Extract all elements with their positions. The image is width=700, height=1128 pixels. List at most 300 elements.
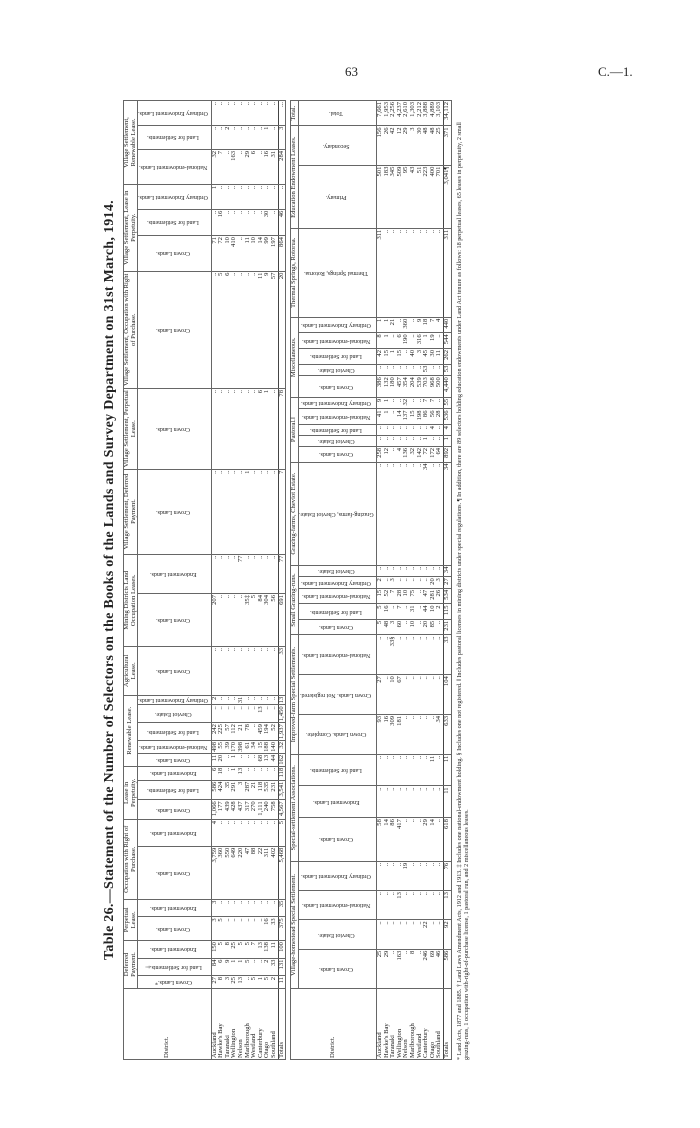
table-cell: .. [430, 565, 437, 577]
table-cell: .. [397, 228, 404, 317]
totals-cell: 32 [278, 740, 286, 753]
table-cell: .. [231, 388, 238, 469]
table-cell: 28 [436, 409, 443, 425]
table-cell: 25 [376, 949, 383, 988]
column-header-label: Grazing-farms, Cheviot Estate. [298, 510, 374, 517]
column-header-label: Ordinary Endowment Lands. [301, 322, 371, 329]
table-cell: 26 [384, 126, 391, 165]
column-header [298, 604, 376, 619]
column-header [138, 976, 211, 989]
table-cell: 3,103 [436, 101, 443, 126]
table-cell: 163 [231, 149, 238, 184]
table-cell: 137 [403, 409, 410, 425]
table-cell: 291 [231, 780, 238, 800]
group-header: Education Endowment Leases. [291, 126, 299, 228]
table-cell: .. [271, 125, 278, 149]
table-row [251, 101, 258, 1060]
table-cell: .. [211, 388, 218, 469]
district-name: Southland [271, 989, 278, 1060]
table-cell: 21 [238, 723, 245, 741]
table-cell: .. [390, 364, 397, 376]
table-cell: .. [238, 271, 245, 388]
district-name: Westland [417, 989, 424, 1060]
column-header [138, 695, 211, 705]
table-cell: .. [410, 754, 417, 786]
column-header [298, 397, 376, 409]
table-cell: 15 [376, 588, 383, 604]
table-cell: 170 [230, 741, 238, 752]
column-header-label: Crown Lands. Not registered. [300, 691, 372, 698]
group-header: Village-homestead Special Settlement. [291, 861, 299, 988]
column-header-label: Crown Lands. [319, 624, 354, 631]
table-cell: .. [245, 101, 252, 126]
table-cell: .. [397, 462, 404, 565]
table-cell: 34 [251, 740, 258, 753]
table-cell: .. [238, 819, 245, 846]
totals-cell: 375 [278, 917, 286, 941]
table-cell: .. [423, 675, 430, 715]
table-cell: .. [264, 766, 271, 780]
table-cell: .. [245, 705, 252, 723]
table-cell: .. [436, 436, 443, 447]
table-cell: 198 [417, 409, 424, 425]
table-cell: .. [417, 891, 424, 920]
table-cell: .. [225, 593, 232, 646]
table-cell: .. [211, 125, 218, 149]
table-cell: .. [251, 125, 258, 149]
table-cell: 46 [436, 949, 443, 988]
table-cell: .. [390, 425, 397, 436]
column-header-label: Endowment Lands. [312, 798, 360, 805]
table-cell: .. [245, 646, 252, 695]
table-cell: .. [245, 695, 252, 705]
table-cell: .. [403, 462, 410, 565]
table-cell: .. [390, 786, 397, 818]
column-header-label: Land for Settlements. [147, 219, 200, 226]
table-cell: .. [390, 436, 397, 447]
totals-cell: 3,041¶ [443, 165, 451, 228]
table-cell: 55 [218, 740, 225, 753]
column-header-label: Crown Lands. [156, 925, 191, 932]
table-cell: 45 [423, 348, 430, 364]
table-cell: .. [417, 754, 424, 786]
district-name: Southland [436, 989, 443, 1060]
table-cell: .. [423, 891, 430, 920]
table-cell: .. [218, 695, 225, 705]
table-cell: .. [436, 462, 443, 565]
table-cell: .. [436, 635, 443, 675]
table-cell: 5 [238, 941, 245, 959]
column-header [138, 753, 211, 766]
table-cell: 1,066 [211, 800, 218, 820]
table-cell: .. [430, 786, 437, 818]
table-cell: 41 [376, 409, 383, 425]
table-cell: .. [225, 469, 232, 554]
table-cell: 13 [397, 891, 404, 920]
totals-cell: 35 [278, 899, 286, 917]
table-cell: 30 [430, 348, 437, 364]
column-header [298, 818, 376, 862]
table-cell: .. [218, 646, 225, 695]
table-cell: .. [218, 899, 225, 917]
column-header-label: Ordinary Endowment Lands. [138, 193, 209, 200]
column-header [298, 409, 376, 425]
table-cell: .. [410, 364, 417, 376]
table-cell: .. [245, 554, 252, 593]
table-cell: .. [397, 317, 404, 333]
column-header-label: Secondary. [322, 142, 350, 149]
table-cell: 3 [225, 976, 232, 989]
table-cell: 2 [211, 695, 218, 705]
table-cell: .. [384, 228, 391, 317]
table-cell: .. [271, 469, 278, 554]
table-cell: 25 [231, 976, 238, 989]
totals-cell: 311 [443, 228, 451, 317]
table-cell: .. [436, 920, 443, 949]
table-cell: .. [384, 754, 391, 786]
table-cell: .. [218, 125, 225, 149]
column-header [138, 846, 211, 899]
table-cell: .. [238, 753, 245, 766]
table-cell: 4 [430, 425, 437, 436]
column-header-label: Crown Lands. [156, 616, 191, 623]
table-cell: 3 [390, 619, 397, 635]
table-cell: .. [231, 695, 238, 705]
table-cell: 20 [430, 577, 437, 589]
column-header [138, 388, 211, 469]
group-header: Lease in Perpetuity. [124, 766, 138, 819]
table-cell: .. [410, 861, 417, 890]
table-cell: 31 [236, 696, 244, 704]
column-header-row [138, 101, 211, 1060]
table-cell: 26 [436, 588, 443, 604]
table-cell: .. [376, 425, 383, 436]
table-cell: .. [376, 920, 383, 949]
table-cell: .. [384, 436, 391, 447]
table-cell: 4 [436, 317, 443, 333]
totals-cell: 7 [278, 469, 286, 554]
group-header: Village Settlement, Lease in Perpetuity. [124, 184, 138, 271]
table-cell: .. [436, 675, 443, 715]
table-cell: .. [390, 604, 397, 619]
table-cell: .. [231, 184, 238, 209]
column-header [298, 786, 376, 818]
table-cell: .. [251, 753, 258, 766]
table-cell: 316 [417, 333, 424, 349]
table-cell: 11 [430, 754, 437, 786]
totals-cell: 586 [443, 949, 451, 988]
table-cell: .. [245, 125, 252, 149]
table-cell: 156 [376, 126, 383, 165]
table-cell: 30 [417, 126, 424, 165]
table-cell: .. [410, 714, 417, 754]
totals-cell: 55 [443, 397, 451, 409]
column-header-label: National-endowment Lands. [138, 743, 208, 750]
column-header [298, 101, 376, 126]
column-header-label: Crown Lands. [319, 836, 354, 843]
column-header [298, 754, 376, 786]
totals-cell: 34 [443, 565, 451, 577]
table-cell: 53 [423, 364, 430, 376]
column-header-label: National-endowment Lands. [301, 593, 371, 600]
column-header [298, 635, 376, 675]
table-cell: 428 [231, 800, 238, 820]
table-cell: 14 [430, 818, 437, 862]
table-cell: 16 [384, 714, 391, 754]
district-name: Otago [264, 989, 271, 1060]
table-cell: 48 [430, 126, 437, 165]
table-cell: .. [245, 819, 252, 846]
table-cell: 5 [264, 976, 271, 989]
table-cell: .. [436, 228, 443, 317]
group-header: Perpetual Lease. [124, 899, 138, 940]
table-cell: 52 [384, 588, 391, 604]
table-cell: 2 [264, 958, 271, 975]
totals-cell: 536 [443, 409, 451, 425]
table-cell: .. [271, 209, 278, 235]
table-cell: .. [376, 891, 383, 920]
table-cell: .. [264, 469, 271, 554]
table-cell: 9 [264, 271, 271, 388]
table-cell: .. [251, 695, 258, 705]
totals-cell: 53 [443, 364, 451, 376]
column-header-label: Thermal Springs, Rotorua. [304, 269, 369, 276]
table-cell: .. [403, 786, 410, 818]
table-cell: .. [430, 364, 437, 376]
table-cell: .. [231, 209, 238, 235]
table-cell: .. [417, 577, 424, 589]
totals-cell: 284 [278, 149, 286, 184]
column-header-label: National-endowment Lands. [301, 337, 371, 344]
table-cell: .. [231, 917, 238, 941]
group-header: Village Settlement, Renewable Lease. [124, 101, 138, 185]
table-cell: 14 [384, 818, 391, 862]
table-cell: 181 [397, 714, 404, 754]
column-header [138, 469, 211, 554]
totals-cell: 3 [278, 125, 286, 149]
column-header [298, 920, 376, 949]
totals-cell: 633 [443, 714, 451, 754]
table-cell: .. [218, 819, 225, 846]
table-cell: 58 [376, 818, 383, 862]
table-cell: 35‡ [245, 593, 252, 646]
district-header: District. [124, 989, 212, 1060]
table-cell: 5 [376, 604, 383, 619]
district-name: Westland [251, 989, 258, 1060]
table-cell: .. [225, 209, 232, 235]
table-cell: .. [417, 364, 424, 376]
table-cell: 207 [211, 593, 218, 646]
table-cell: .. [264, 899, 271, 917]
table-cell: 25 [436, 126, 443, 165]
table-cell: .. [403, 228, 410, 317]
table-cell: .. [238, 899, 245, 917]
table-cell: .. [211, 271, 218, 388]
column-header [298, 126, 376, 165]
table-cell: 2,212 [417, 101, 424, 126]
table-cell: 3 [410, 126, 417, 165]
table-cell: 758 [271, 800, 278, 820]
column-header-label: Crown Lands. [156, 326, 191, 333]
table-cell: .. [225, 184, 232, 209]
table-cell: .. [231, 705, 238, 723]
column-header [298, 348, 376, 364]
table-cell: .. [245, 184, 252, 209]
totals-cell: 34,112 [443, 101, 451, 126]
table-cell: .. [436, 891, 443, 920]
table-cell: .. [430, 436, 437, 447]
table-cell: .. [211, 646, 218, 695]
table-cell: .. [384, 891, 391, 920]
column-header [138, 101, 211, 126]
column-header [138, 125, 211, 149]
table-cell: 360 [403, 317, 410, 333]
table-cell: 32 [410, 446, 417, 462]
district-name: Canterbury [423, 989, 430, 1060]
table-cell: .. [271, 184, 278, 209]
column-header-label: National-endowment Lands. [301, 651, 371, 658]
column-header-label: Ordinary Endowment Lands. [301, 579, 371, 586]
table-cell: .. [410, 891, 417, 920]
column-header [138, 780, 211, 800]
table-cell: .. [430, 462, 437, 565]
table-cell: 188 [263, 741, 271, 752]
column-header-label: Endowment Lands. [149, 946, 197, 953]
table-row [245, 101, 252, 1060]
table-cell: .. [436, 333, 443, 349]
table-cell: 48 [384, 619, 391, 635]
table-cell: 39 [225, 740, 232, 753]
table-cell: .. [410, 333, 417, 349]
column-header-row [298, 101, 376, 1060]
table-cell: .. [410, 397, 417, 409]
table-cell: .. [258, 958, 265, 975]
district-name: Canterbury [258, 989, 265, 1060]
table-cell: 4,237 [397, 101, 404, 126]
column-header [298, 675, 376, 715]
table-cell: 43 [410, 165, 417, 228]
table-cell: 7 [423, 397, 430, 409]
table-cell: .. [410, 920, 417, 949]
table-cell: .. [238, 388, 245, 469]
district-name: Hawke's Bay [384, 989, 391, 1060]
table-cell: .. [423, 425, 430, 436]
table-cell: .. [403, 675, 410, 715]
table-cell: 539 [417, 376, 424, 398]
column-header [138, 554, 211, 593]
table-cell: .. [245, 899, 252, 917]
totals-cell: 131 [278, 958, 286, 975]
table-cell: .. [238, 646, 245, 695]
table-cell: 7 [430, 397, 437, 409]
table-cell: .. [410, 818, 417, 862]
table-cell: .. [417, 604, 424, 619]
table-cell: 180 [390, 376, 397, 398]
table-cell: .. [264, 101, 271, 126]
table-cell: 72 [218, 236, 225, 272]
table-cell: .. [430, 675, 437, 715]
table-cell: 398 [236, 741, 244, 752]
totals-cell: 892 [443, 446, 451, 462]
table-cell: 1 [390, 348, 397, 364]
table-cell: .. [271, 819, 278, 846]
column-header [298, 462, 376, 565]
table-cell: 6 [251, 149, 258, 184]
table-cell: 132 [384, 376, 391, 398]
table-cell: 424 [218, 780, 225, 800]
totals-cell: 27 [443, 577, 451, 589]
table-cell: 16 [384, 604, 391, 619]
table-cell: .. [410, 577, 417, 589]
table-cell: .. [384, 565, 391, 577]
table-cell: 150 [211, 941, 218, 959]
table-cell: .. [410, 425, 417, 436]
table-cell: 32 [403, 397, 410, 409]
table-cell: 10 [251, 236, 258, 272]
table-cell: .. [384, 364, 391, 376]
table-cell: .. [384, 786, 391, 818]
totals-cell: 5,468 [278, 846, 286, 899]
table-cell: .. [231, 593, 238, 646]
column-header [298, 165, 376, 228]
column-header [138, 646, 211, 695]
table-cell: 439 [225, 800, 232, 820]
totals-cell: 77 [278, 554, 286, 593]
table-cell: 1 [376, 317, 383, 333]
column-header-label: Crown Lands. [156, 869, 191, 876]
table-cell: .. [264, 554, 271, 593]
column-header-label: Ordinary Endowment Lands. [301, 400, 371, 407]
group-header-row [124, 101, 138, 1060]
table-cell: 4 [211, 819, 218, 846]
table-cell: 701 [436, 165, 443, 228]
table-cell: .. [410, 786, 417, 818]
district-name: Nelson [403, 989, 410, 1060]
table-cell: .. [218, 593, 225, 646]
totals-cell: 1,450 [277, 706, 285, 722]
group-header: Occupation with Right of Purchase. [124, 819, 138, 899]
table-cell: .. [238, 101, 245, 126]
table-cell: .. [258, 819, 265, 846]
column-header [138, 236, 211, 272]
table-cell: .. [251, 705, 258, 723]
table-cell: 29 [423, 818, 430, 862]
table-cell: 48 [423, 126, 430, 165]
table-cell: .. [258, 209, 265, 235]
table-cell: 220 [238, 846, 245, 899]
table-cell: 34 [436, 714, 443, 754]
table-cell: .. [225, 917, 232, 941]
table-cell: 3,759 [211, 846, 218, 899]
totals-label: Totals [443, 989, 451, 1060]
district-name: Wellington [397, 989, 404, 1060]
table-cell: 13 [264, 753, 271, 766]
table-cell: 3 [390, 577, 397, 589]
table-cell: .. [251, 958, 258, 975]
rotated-table-frame [100, 100, 645, 1060]
table-cell: 304 [264, 593, 271, 646]
table-cell: .. [397, 861, 404, 890]
table-cell: 2,610 [403, 101, 410, 126]
table-cell: 99 [264, 236, 271, 272]
table-cell: .. [231, 646, 238, 695]
column-header [298, 588, 376, 604]
table-cell: .. [225, 101, 232, 126]
group-header: Total. [291, 101, 299, 126]
table-cell: .. [417, 565, 424, 577]
table-cell: 32 [211, 149, 218, 184]
table-cell: .. [390, 920, 397, 949]
